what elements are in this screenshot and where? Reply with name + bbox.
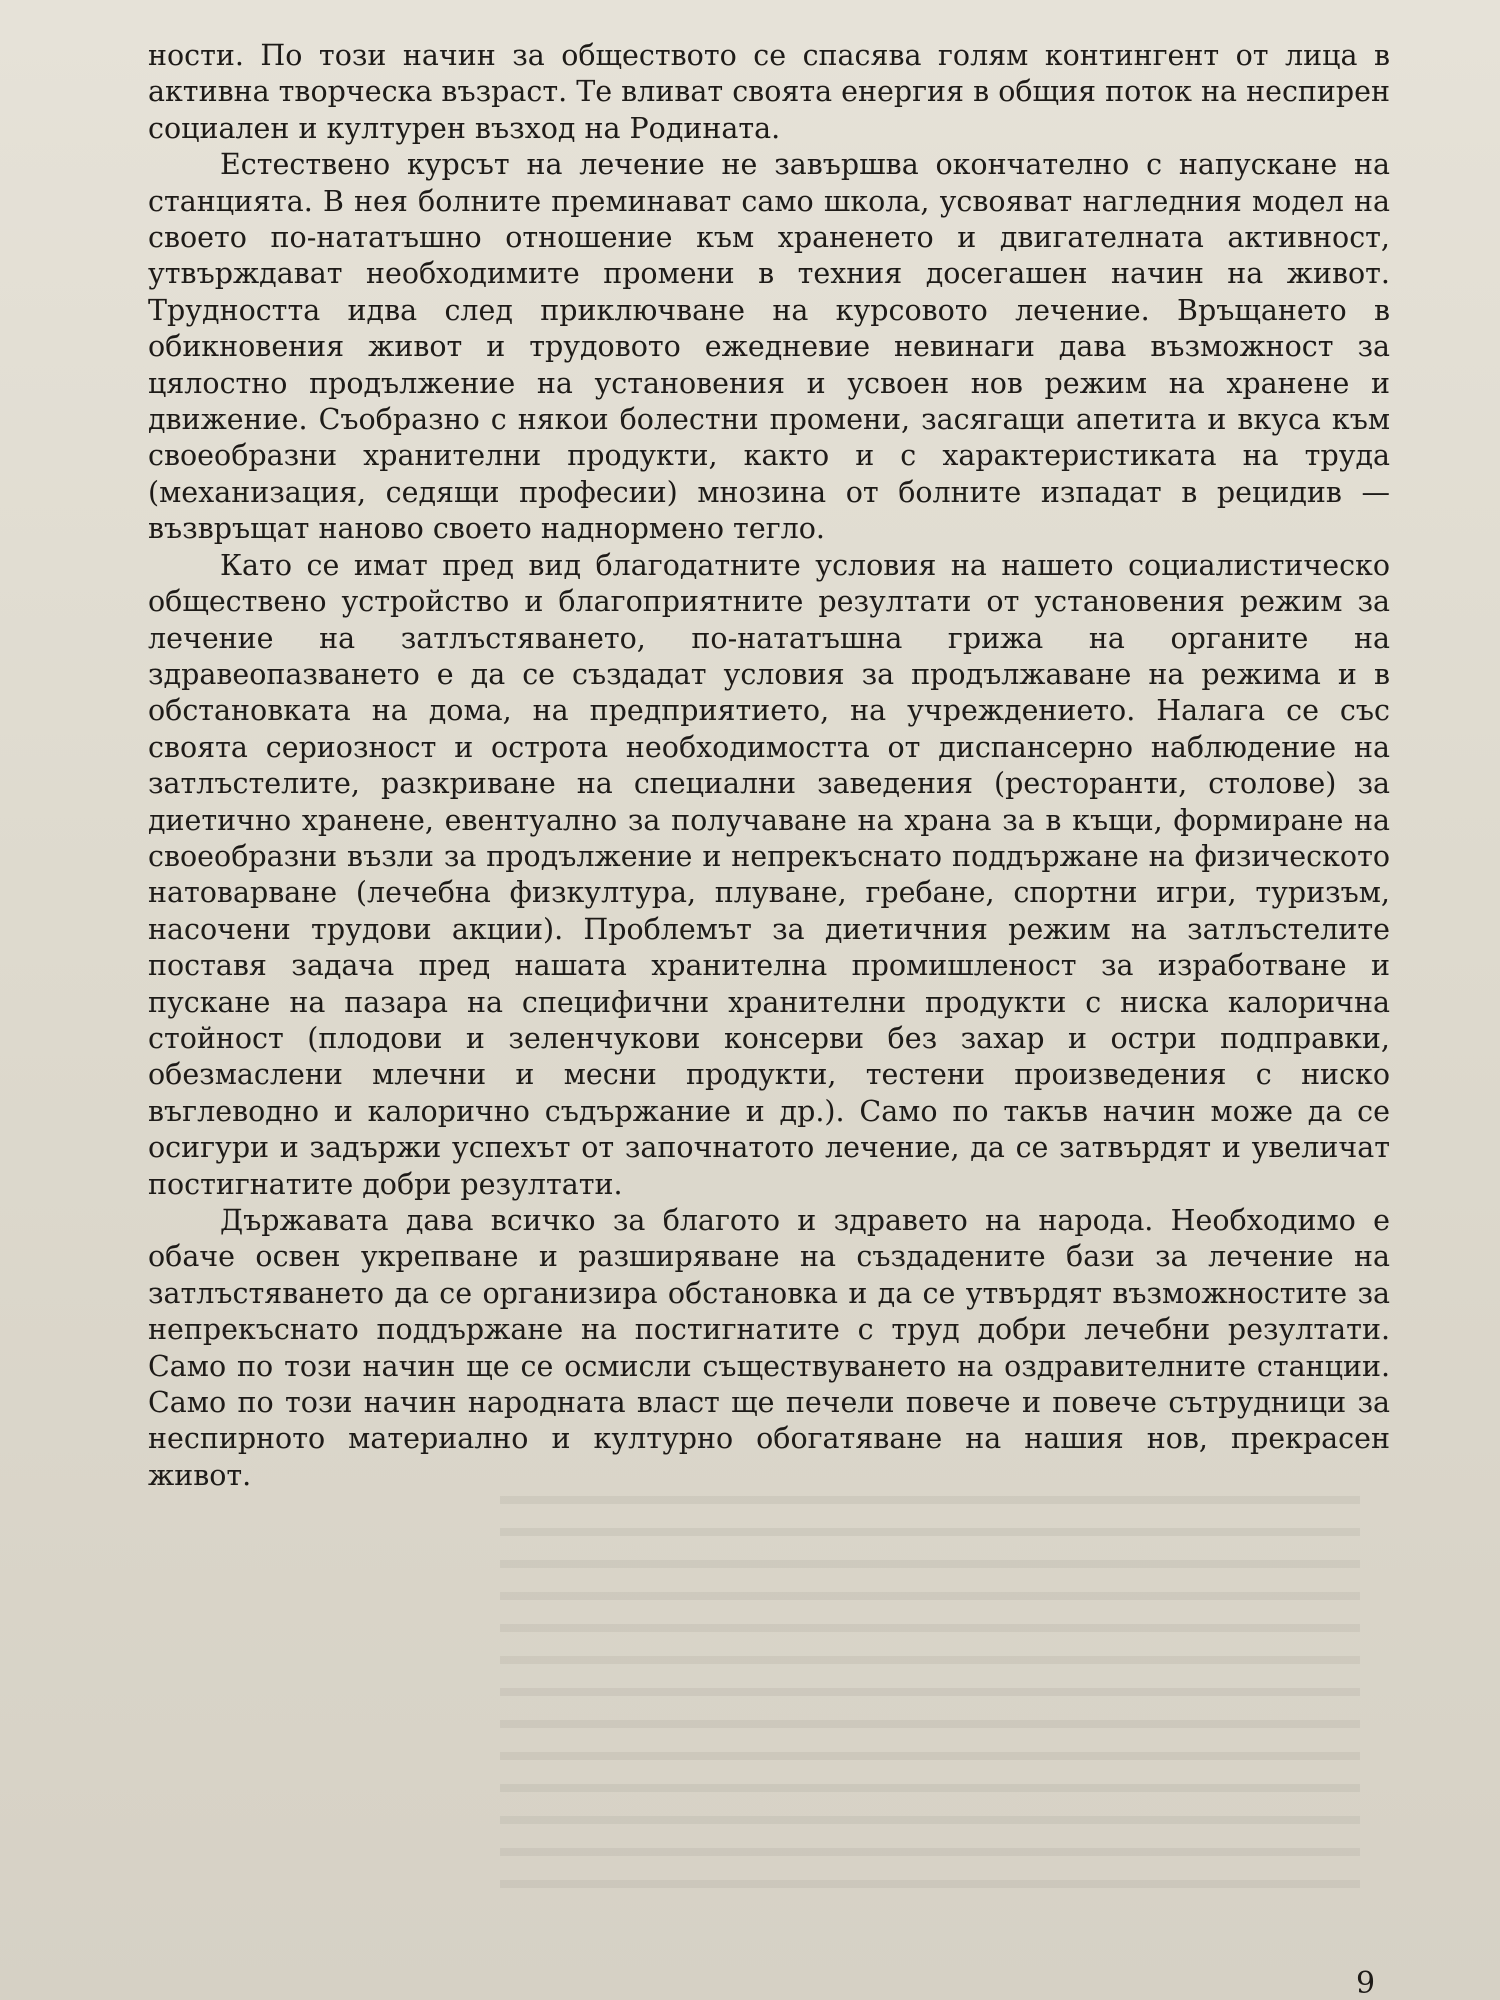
paragraph-4: Държавата дава всичко за благото и здравето на народа. Необходимо е обаче освен укрепване и разширяване на създадените бази за лечение на затлъстяването да се организира обстановка и да се утвърдят възможностите за непрекъснато поддържане на постигнатите с труд добри лечебни резултати. Само по този начин ще се осмисли съществуването на оздравителните станции. Само по този начин народната власт ще печели повече и повече сътрудници за неспирното материално и културно обогатяване на нашия нов, прекрасен живот. — [148, 1204, 1390, 1492]
body-text — [148, 38, 1390, 1494]
show-through-texture — [500, 1480, 1360, 1900]
paragraph-3: Като се имат пред вид благодатните условия на нашето социалистическо обществено устройство и благоприятните резултати от установения режим за лечение на затлъстяването, по-нататъшна грижа на органите на здравеопазването е да се създадат условия за продължаване на режима и в обстановката на дома, на предприятието, на учреждението. Налага се със своята сериозност и острота необходимостта от диспансерно наблюдение на затлъстелите, разкриване на специални заведения (ресторанти, столове) за диетично хранене, евентуално за получаване на храна за в къщи, формиране на своеобразни възли за продължение и непрекъснато поддържане на физическото натоварване (лечебна физкултура, плуване, гребане, спортни игри, туризъм, насочени трудови акции). Проблемът за диетичния режим на затлъстелите поставя задача пред нашата хранителна промишленост за изработване и пускане на пазара на специфични хранителни продукти с ниска калорична стойност (плодови и зеленчукови консерви без захар и остри подправки, обезмаслени млечни и месни продукти, тестени произведения с ниско въглеводно и калорично съдържание и др.). Само по такъв начин може да се осигури и задържи успехът от започнатото лечение, да се затвърдят и увеличат постигнатите добри резултати. — [148, 548, 1390, 1201]
page-number: 9 — [1356, 1966, 1376, 2000]
paragraph-1: ности. По този начин за обществото се спасява голям контингент от лица в активна творческа възраст. Те вливат своята енергия в общия поток на неспирен социален и културен възход на Родината. — [148, 39, 1390, 145]
paragraph-2: Естествено курсът на лечение не завършва окончателно с напускане на станцията. В нея болните преминават само школа, усвояват нагледния модел на своето по-нататъшно отношение към храненето и двигателната активност, утвърждават необходимите промени в техния досегашен начин на живот. Трудността идва след приключване на курсовото лечение. Връщането в обикновения живот и трудовото ежедневие невинаги дава възможност за цялостно продължение на установения и усвоен нов режим на хранене и движение. Съобразно с някои болестни промени, засягащи апетита и вкуса към своеобразни хранителни продукти, както и с характеристиката на труда (механизация, седящи професии) мнозина от болните изпадат в рецидив — възвръщат наново своето наднормено тегло. — [148, 148, 1390, 546]
